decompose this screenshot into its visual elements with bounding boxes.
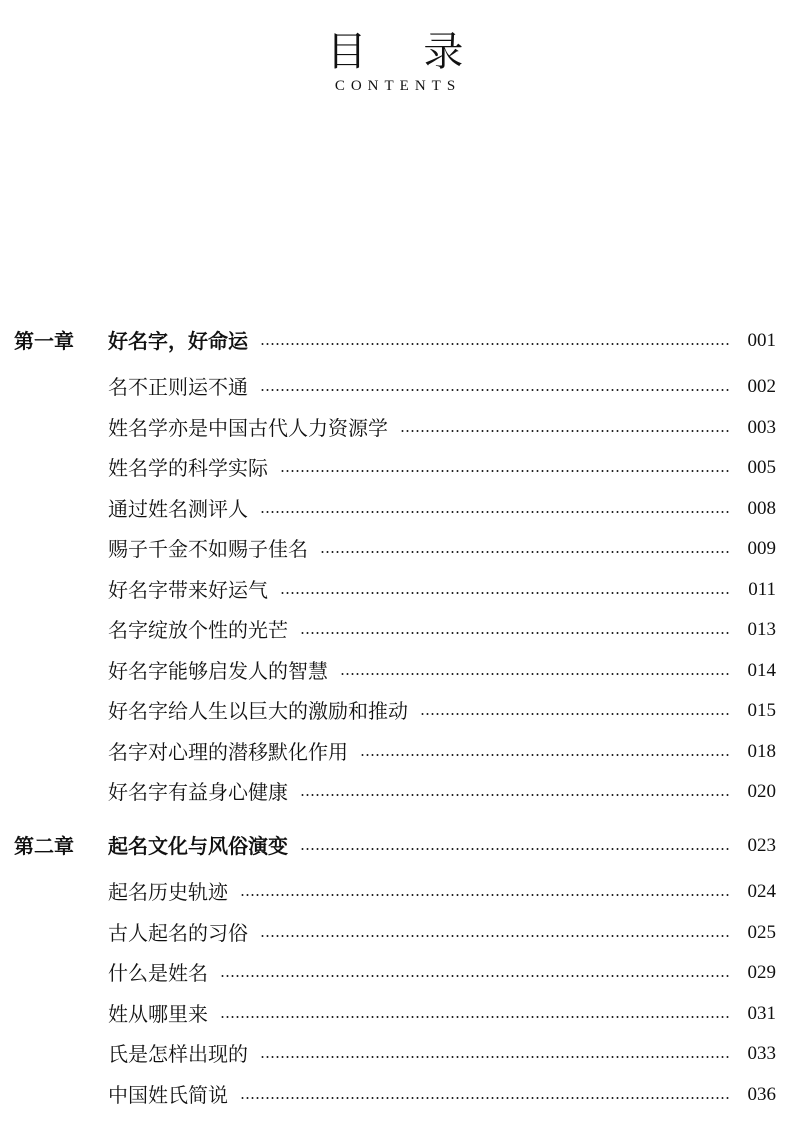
toc-entry[interactable]	[0, 1038, 790, 1070]
entry-title: 姓名学亦是中国古代人力资源学	[108, 416, 388, 440]
chapter-row-1[interactable]	[0, 325, 790, 357]
page-number: 001	[747, 330, 776, 351]
entry-title: 好名字带来好运气	[108, 578, 268, 602]
dot-leader	[420, 713, 730, 715]
page-number: 002	[747, 376, 776, 397]
toc-entry[interactable]	[0, 736, 790, 768]
entry-title: 名不正则运不通	[108, 375, 248, 399]
page-number: 024	[747, 881, 776, 902]
dot-leader	[220, 1016, 730, 1018]
page-number: 009	[747, 538, 776, 559]
dot-leader	[260, 935, 730, 937]
page-number: 023	[747, 835, 776, 856]
page-number: 036	[747, 1084, 776, 1105]
page-number: 005	[747, 457, 776, 478]
entry-title: 好名字给人生以巨大的激励和推动	[108, 699, 408, 723]
entry-title: 氏是怎样出现的	[108, 1042, 248, 1066]
dot-leader	[300, 848, 730, 850]
page-number: 018	[747, 741, 776, 762]
toc-entry[interactable]	[0, 533, 790, 565]
toc-entry[interactable]	[0, 876, 790, 908]
page-number: 029	[747, 962, 776, 983]
page-number: 015	[747, 700, 776, 721]
entry-title: 好名字有益身心健康	[108, 780, 288, 804]
entry-title: 什么是姓名	[108, 961, 208, 985]
entry-title: 姓从哪里来	[108, 1002, 208, 1026]
entry-title: 名字对心理的潜移默化作用	[108, 740, 348, 764]
page-number: 033	[747, 1043, 776, 1064]
dot-leader	[260, 343, 730, 345]
dot-leader	[240, 1097, 730, 1099]
page-title: 目 录	[326, 29, 486, 75]
toc-entry[interactable]	[0, 574, 790, 606]
entry-title: 通过姓名测评人	[108, 497, 248, 521]
page-number: 011	[748, 579, 776, 600]
toc-entry[interactable]	[0, 371, 790, 403]
toc-entry[interactable]	[0, 917, 790, 949]
entry-title: 好名字能够启发人的智慧	[108, 659, 328, 683]
page-subtitle: CONTENTS	[334, 78, 462, 94]
dot-leader	[240, 894, 730, 896]
dot-leader	[300, 794, 730, 796]
toc-entry[interactable]	[0, 1079, 790, 1111]
dot-leader	[300, 632, 730, 634]
dot-leader	[340, 673, 730, 675]
toc-entry[interactable]	[0, 776, 790, 808]
page-number: 031	[747, 1003, 776, 1024]
page-number: 020	[747, 781, 776, 802]
dot-leader	[220, 975, 730, 977]
chapter-label: 第二章	[14, 834, 74, 858]
toc-entry[interactable]	[0, 452, 790, 484]
toc-entry[interactable]	[0, 614, 790, 646]
entry-title: 赐子千金不如赐子佳名	[108, 537, 308, 561]
page-number: 013	[747, 619, 776, 640]
toc-entry[interactable]	[0, 998, 790, 1030]
dot-leader	[360, 754, 730, 756]
toc-entry[interactable]	[0, 957, 790, 989]
chapter-title: 起名文化与风俗演变	[108, 834, 288, 858]
entry-title: 中国姓氏简说	[108, 1083, 228, 1107]
dot-leader	[280, 592, 730, 594]
toc-entry[interactable]	[0, 412, 790, 444]
dot-leader	[320, 551, 730, 553]
dot-leader	[280, 470, 730, 472]
dot-leader	[260, 511, 730, 513]
page-number: 003	[747, 417, 776, 438]
dot-leader	[260, 1056, 730, 1058]
toc-entry[interactable]	[0, 493, 790, 525]
entry-title: 古人起名的习俗	[108, 921, 248, 945]
entry-title: 名字绽放个性的光芒	[108, 618, 288, 642]
page-number: 025	[747, 922, 776, 943]
chapter-label: 第一章	[14, 329, 74, 353]
entry-title: 起名历史轨迹	[108, 880, 228, 904]
toc-entry[interactable]	[0, 695, 790, 727]
dot-leader	[400, 430, 730, 432]
page-number: 014	[747, 660, 776, 681]
toc-entry[interactable]	[0, 655, 790, 687]
chapter-title: 好名字，好命运	[108, 329, 248, 353]
dot-leader	[260, 389, 730, 391]
chapter-row-2[interactable]	[0, 830, 790, 862]
page-number: 008	[747, 498, 776, 519]
entry-title: 姓名学的科学实际	[108, 456, 268, 480]
